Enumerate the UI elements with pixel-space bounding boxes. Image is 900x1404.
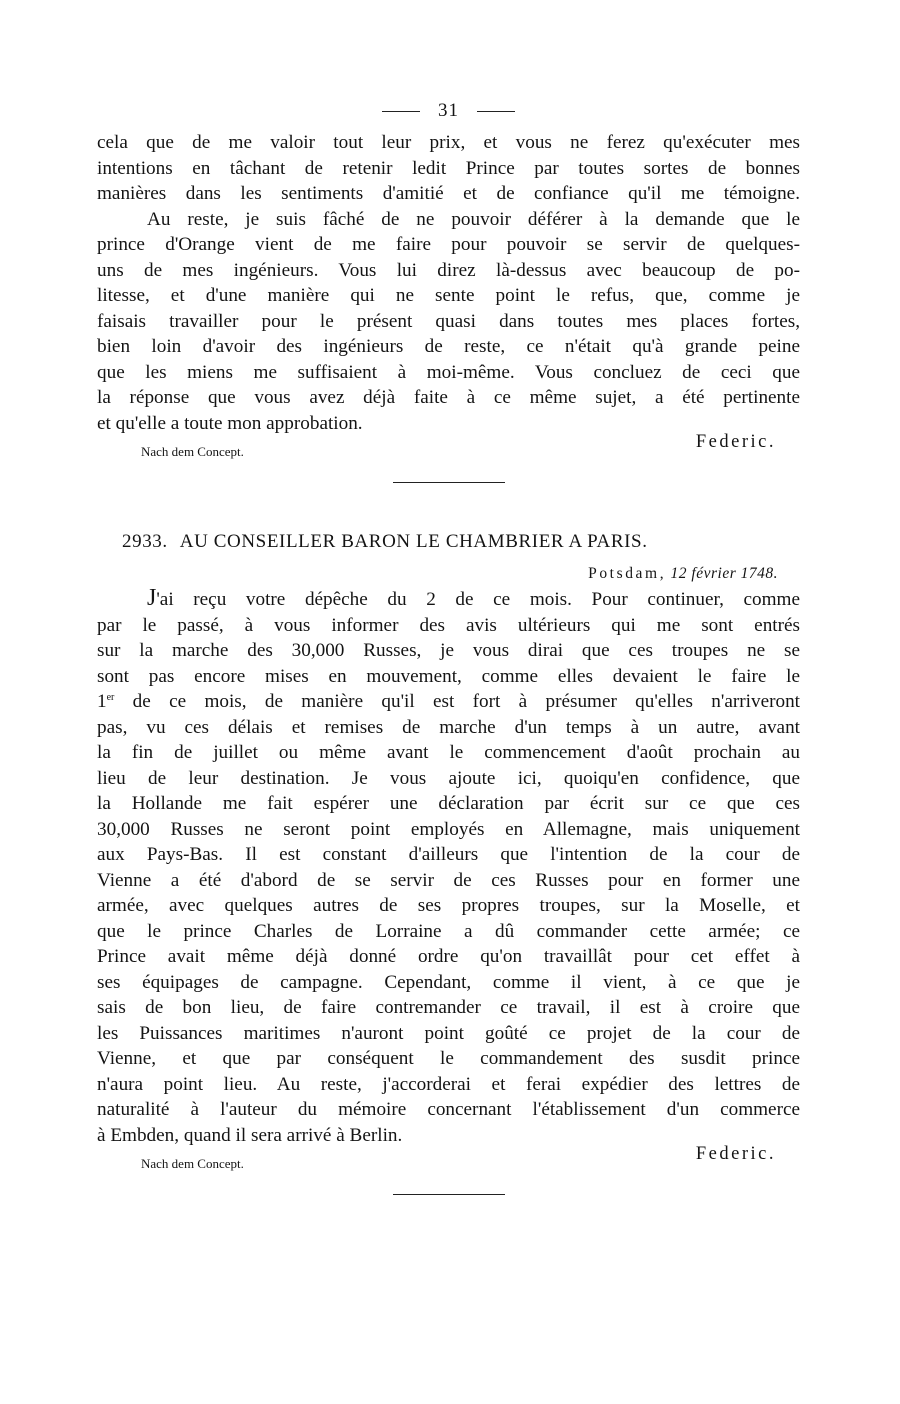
text-line: la réponse que vous avez déjà faite à ce même sujet, a été pertinente	[97, 387, 800, 408]
book-page	[97, 96, 800, 1195]
letter-number: 2933.	[122, 531, 168, 552]
text-line: uns de mes ingénieurs. Vous lui direz là-dessus avec beaucoup de po-	[97, 259, 800, 281]
text-line: et qu'elle a toute mon approbation.	[97, 412, 363, 434]
letter-heading	[122, 531, 800, 553]
letter-title: AU CONSEILLER BARON LE CHAMBRIER A PARIS.	[179, 531, 648, 552]
initial-letter: J	[147, 586, 157, 611]
text-line: la fin de juillet ou même avant le commencement d'août prochain au	[97, 742, 800, 763]
text-line: que le prince Charles de Lorraine a dû commander cette armée; ce	[97, 920, 800, 942]
first-line-text: 'ai reçu votre dépêche du 2 de ce mois. Pour continuer, comme	[156, 589, 800, 610]
section-divider	[393, 1194, 505, 1195]
text-line: armée, avec quelques autres de ses propres troupes, sur la Moselle, et	[97, 895, 800, 916]
text-line: naturalité à l'auteur du mémoire concernant l'établissement d'un commerce	[97, 1099, 800, 1120]
text-line: litesse, et d'une manière qui ne sente point le refus, que, comme je	[97, 285, 800, 306]
dateline-place: Potsdam,	[588, 565, 667, 582]
text-line: aux Pays-Bas. Il est constant d'ailleurs que l'intention de la cour de	[97, 844, 800, 865]
text-line	[97, 689, 800, 715]
section-divider	[393, 482, 505, 483]
text-line: pas, vu ces délais et remises de marche d'un temps à un autre, avant	[97, 716, 800, 738]
text-line: 30,000 Russes ne seront point employés en Allemagne, mais uniquement	[97, 818, 800, 840]
text-line: sont pas encore mises en mouvement, comme elles devaient le faire le	[97, 665, 800, 687]
continuation-paragraph-2	[97, 207, 800, 437]
source-note: Nach dem Concept.	[141, 444, 244, 459]
text-line: Vienne, et que par conséquent le commandement des susdit prince	[97, 1048, 800, 1069]
text-line: les Puissances maritimes n'auront point goûté ce projet de la cour de	[97, 1022, 800, 1044]
header-dash-left	[382, 111, 420, 112]
dateline-date: 12 février 1748.	[670, 565, 778, 582]
text-line: sur la marche des 30,000 Russes, je vous dirai que ces troupes ne se	[97, 640, 800, 661]
letter-body	[97, 586, 800, 1148]
text-line: sais de bon lieu, de faire contremander ce travail, il est à croire que	[97, 997, 800, 1018]
continuation-paragraph	[97, 130, 800, 207]
text-line: Prince avait même déjà donné ordre qu'on travaillât pour cet effet à	[97, 946, 800, 967]
text-line: lieu de leur destination. Je vous ajoute ici, quoiqu'en confidence, que	[97, 767, 800, 789]
page-header	[97, 96, 800, 130]
text-line: bien loin d'avoir des ingénieurs de reste, ce n'était qu'à grande peine	[97, 336, 800, 357]
signature: Federic.	[695, 432, 776, 452]
ordinal-line-text: de ce mois, de manière qu'il est fort à présumer qu'elles n'arriveront	[114, 691, 800, 712]
text-line: manières dans les sentiments d'amitié et de confiance qu'il me témoigne.	[97, 183, 800, 204]
ordinal-number: 1	[97, 691, 107, 712]
text-line: par le passé, à vous informer des avis ultérieurs qui me sont entrés	[97, 614, 800, 636]
text-line: que les miens me suffisaient à moi-même. Vous concluez de ceci que	[97, 361, 800, 383]
page-number: 31	[438, 100, 459, 121]
text-line: prince d'Orange vient de me faire pour pouvoir se servir de quelques-	[97, 234, 800, 255]
text-line: la Hollande me fait espérer une déclaration par écrit sur ce que ces	[97, 793, 800, 814]
text-line: intentions en tâchant de retenir ledit Prince par toutes sortes de bonnes	[97, 157, 800, 179]
signature: Federic.	[695, 1144, 776, 1164]
header-dash-right	[477, 111, 515, 112]
text-line: n'aura point lieu. Au reste, j'accorderai et ferai expédier des lettres de	[97, 1073, 800, 1095]
text-line	[97, 586, 800, 613]
source-note: Nach dem Concept.	[141, 1156, 244, 1171]
text-line: Au reste, je suis fâché de ne pouvoir déférer à la demande que le	[147, 208, 800, 230]
text-line: à Embden, quand il sera arrivé à Berlin.	[97, 1124, 403, 1146]
text-line: cela que de me valoir tout leur prix, et vous ne ferez qu'exécuter mes	[97, 132, 800, 153]
ordinal-superscript: er	[106, 692, 115, 703]
text-line: faisais travailler pour le présent quasi dans toutes mes places fortes,	[97, 310, 800, 332]
text-line: Vienne a été d'abord de se servir de ces Russes pour en former une	[97, 869, 800, 891]
dateline	[97, 565, 778, 583]
text-line: ses équipages de campagne. Cependant, comme il vient, à ce que je	[97, 971, 800, 993]
